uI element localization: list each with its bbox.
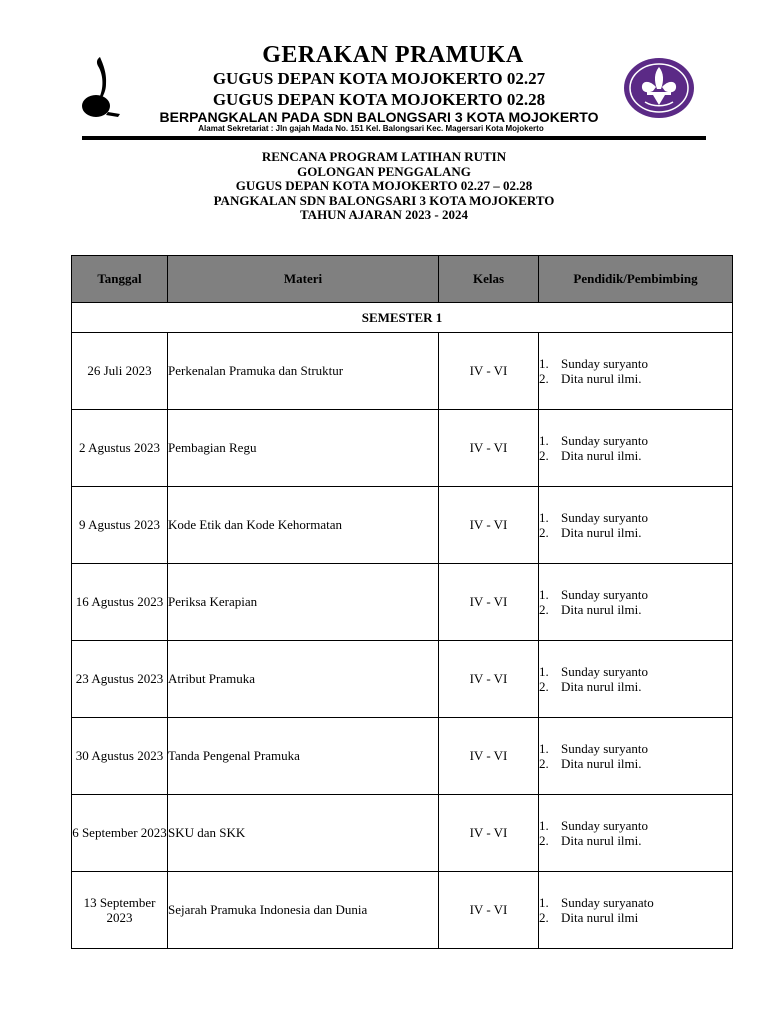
schedule-table xyxy=(71,255,733,949)
pendidik-item xyxy=(539,833,732,849)
table-row xyxy=(72,718,733,795)
pendidik-name: Dita nurul ilmi. xyxy=(561,679,642,694)
table-row xyxy=(72,872,733,949)
pendidik-name: Dita nurul ilmi. xyxy=(561,602,642,617)
row-materi: Atribut Pramuka xyxy=(168,641,439,718)
pendidik-item xyxy=(539,510,732,526)
pendidik-number: 1. xyxy=(539,432,549,448)
row-kelas: IV - VI xyxy=(439,564,539,641)
pendidik-list xyxy=(539,741,732,772)
pendidik-item xyxy=(539,356,732,372)
pendidik-name: Sunday suryanto xyxy=(561,586,649,602)
pendidik-list xyxy=(539,818,732,849)
pendidik-list xyxy=(539,433,732,464)
pendidik-number: 2. xyxy=(539,371,549,386)
pendidik-item xyxy=(539,433,732,449)
row-pendidik xyxy=(539,718,733,795)
pendidik-item xyxy=(539,587,732,603)
program-heading xyxy=(90,150,678,223)
row-materi: SKU dan SKK xyxy=(168,795,439,872)
pendidik-name: Sunday suryanto xyxy=(561,817,649,833)
pendidik-name: Sunday suryanto xyxy=(561,509,649,525)
row-date: 26 Juli 2023 xyxy=(72,333,168,410)
row-materi: Perkenalan Pramuka dan Struktur xyxy=(168,333,439,410)
gudep-line-1: GUGUS DEPAN KOTA MOJOKERTO 02.27 xyxy=(212,69,546,88)
pendidik-item xyxy=(539,664,732,680)
row-kelas: IV - VI xyxy=(439,410,539,487)
org-title: GERAKAN PRAMUKA xyxy=(262,42,524,68)
row-kelas: IV - VI xyxy=(439,718,539,795)
program-golongan: GOLONGAN PENGGALANG xyxy=(297,163,471,179)
row-pendidik xyxy=(539,795,733,872)
semester-row xyxy=(72,303,733,333)
address-line: Alamat Sekretariat : Jln gajah Mada No. 151 Kel. Balongsari Kec. Magersari Kota Mojokerto xyxy=(198,124,544,133)
pendidik-number: 2. xyxy=(539,756,549,771)
pendidik-list xyxy=(539,510,732,541)
gudep-line-2: GUGUS DEPAN KOTA MOJOKERTO 02.28 xyxy=(212,90,546,109)
pendidik-number: 1. xyxy=(539,355,549,371)
row-materi: Periksa Kerapian xyxy=(168,564,439,641)
header-kelas: Kelas xyxy=(439,256,539,303)
pendidik-item xyxy=(539,818,732,834)
row-date: 9 Agustus 2023 xyxy=(72,487,168,564)
pendidik-number: 2. xyxy=(539,448,549,463)
row-date: 23 Agustus 2023 xyxy=(72,641,168,718)
table-header-row xyxy=(72,256,733,303)
header-tanggal: Tanggal xyxy=(72,256,168,303)
row-pendidik xyxy=(539,487,733,564)
pendidik-item xyxy=(539,371,732,387)
header-materi: Materi xyxy=(168,256,439,303)
row-pendidik xyxy=(539,333,733,410)
pendidik-name: Sunday suryanto xyxy=(561,355,649,371)
pendidik-name: Dita nurul ilmi. xyxy=(561,756,642,771)
pendidik-item xyxy=(539,448,732,464)
pendidik-name: Sunday suryanto xyxy=(561,432,649,448)
program-pangkalan: PANGKALAN SDN BALONGSARI 3 KOTA MOJOKERTO xyxy=(213,192,555,208)
row-materi: Tanda Pengenal Pramuka xyxy=(168,718,439,795)
pendidik-list xyxy=(539,895,732,926)
pendidik-name: Dita nurul ilmi. xyxy=(561,833,642,848)
header-pendidik: Pendidik/Pembimbing xyxy=(539,256,733,303)
pendidik-name: Dita nurul ilmi. xyxy=(561,448,642,463)
letterhead xyxy=(80,42,706,140)
row-pendidik xyxy=(539,564,733,641)
row-date: 2 Agustus 2023 xyxy=(72,410,168,487)
pendidik-number: 1. xyxy=(539,663,549,679)
pendidik-number: 2. xyxy=(539,679,549,694)
pendidik-list xyxy=(539,356,732,387)
row-pendidik xyxy=(539,872,733,949)
pendidik-number: 2. xyxy=(539,525,549,540)
pendidik-name: Sunday suryanto xyxy=(561,663,649,679)
table-row xyxy=(72,333,733,410)
row-kelas: IV - VI xyxy=(439,487,539,564)
row-pendidik xyxy=(539,641,733,718)
pendidik-number: 1. xyxy=(539,894,549,910)
row-date: 6 September 2023 xyxy=(72,795,168,872)
pendidik-number: 1. xyxy=(539,740,549,756)
program-tahun: TAHUN AJARAN 2023 - 2024 xyxy=(299,207,469,223)
pendidik-number: 1. xyxy=(539,817,549,833)
pendidik-name: Sunday suryanato xyxy=(561,894,654,910)
row-date: 30 Agustus 2023 xyxy=(72,718,168,795)
letterhead-rule xyxy=(82,136,706,140)
pendidik-number: 1. xyxy=(539,509,549,525)
pendidik-name: Dita nurul ilmi. xyxy=(561,525,642,540)
pendidik-name: Dita nurul ilmi xyxy=(561,910,639,925)
row-materi: Pembagian Regu xyxy=(168,410,439,487)
row-date: 13 September 2023 xyxy=(72,872,168,949)
pendidik-number: 2. xyxy=(539,833,549,848)
row-date: 16 Agustus 2023 xyxy=(72,564,168,641)
semester-label: SEMESTER 1 xyxy=(72,303,733,333)
table-row xyxy=(72,795,733,872)
pendidik-list xyxy=(539,664,732,695)
pendidik-item xyxy=(539,895,732,911)
program-title: RENCANA PROGRAM LATIHAN RUTIN xyxy=(261,149,507,164)
pendidik-item xyxy=(539,679,732,695)
table-row xyxy=(72,564,733,641)
table-row xyxy=(72,487,733,564)
pendidik-number: 2. xyxy=(539,910,549,925)
table-row xyxy=(72,410,733,487)
pendidik-number: 2. xyxy=(539,602,549,617)
pendidik-list xyxy=(539,587,732,618)
pendidik-item xyxy=(539,602,732,618)
pendidik-number: 1. xyxy=(539,586,549,602)
table-row xyxy=(72,641,733,718)
pangkalan-line: BERPANGKALAN PADA SDN BALONGSARI 3 KOTA MOJOKERTO xyxy=(159,109,599,125)
program-gudep: GUGUS DEPAN KOTA MOJOKERTO 02.27 – 02.28 xyxy=(235,178,533,194)
row-kelas: IV - VI xyxy=(439,795,539,872)
row-materi: Kode Etik dan Kode Kehormatan xyxy=(168,487,439,564)
pendidik-item xyxy=(539,910,732,926)
pendidik-item xyxy=(539,525,732,541)
row-kelas: IV - VI xyxy=(439,333,539,410)
pendidik-item xyxy=(539,756,732,772)
row-pendidik xyxy=(539,410,733,487)
row-kelas: IV - VI xyxy=(439,641,539,718)
world-scout-emblem-icon xyxy=(623,57,695,119)
row-kelas: IV - VI xyxy=(439,872,539,949)
row-materi: Sejarah Pramuka Indonesia dan Dunia xyxy=(168,872,439,949)
pendidik-item xyxy=(539,741,732,757)
pendidik-name: Sunday suryanto xyxy=(561,740,649,756)
pendidik-name: Dita nurul ilmi. xyxy=(561,371,642,386)
